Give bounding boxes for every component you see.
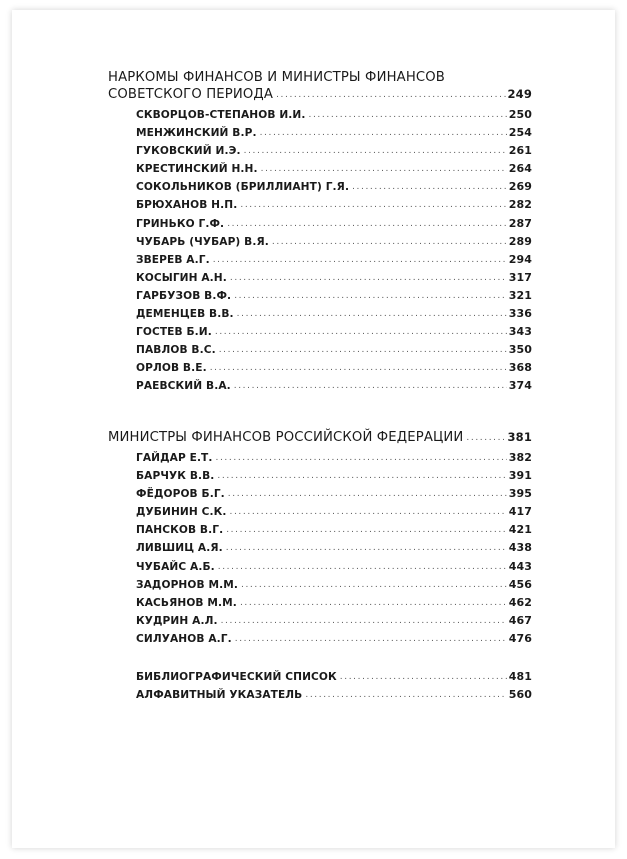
toc-entry[interactable] bbox=[108, 467, 532, 485]
entry-name: СИЛУАНОВ А.Г. bbox=[136, 632, 232, 645]
dot-leader bbox=[230, 269, 507, 287]
dot-leader bbox=[261, 160, 507, 178]
page-number: 317 bbox=[508, 270, 532, 284]
toc-entry[interactable] bbox=[108, 124, 532, 142]
entry-name: ЧУБАЙС А.Б. bbox=[136, 560, 215, 573]
page-number: 289 bbox=[508, 234, 532, 248]
page-number: 350 bbox=[508, 343, 532, 357]
page-number: 294 bbox=[508, 252, 532, 266]
entry-name: КРЕСТИНСКИЙ Н.Н. bbox=[136, 163, 258, 176]
entry-name: ДУБИНИН С.К. bbox=[136, 506, 227, 519]
page-number: 287 bbox=[508, 216, 532, 230]
entry-name: СКВОРЦОВ-СТЕПАНОВ И.И. bbox=[136, 109, 306, 121]
toc-entry[interactable] bbox=[108, 215, 532, 233]
page-number: 321 bbox=[508, 288, 532, 302]
page-number: 269 bbox=[508, 180, 532, 194]
page-number: 382 bbox=[508, 451, 532, 464]
dot-leader bbox=[210, 359, 507, 377]
page-number: 374 bbox=[508, 379, 532, 393]
dot-leader bbox=[218, 558, 507, 576]
toc-entry[interactable] bbox=[108, 287, 532, 305]
dot-leader bbox=[235, 630, 507, 648]
toc-entry[interactable] bbox=[108, 323, 532, 341]
dot-leader bbox=[241, 576, 507, 594]
toc-entry[interactable] bbox=[108, 305, 532, 323]
section-title: МИНИСТРЫ ФИНАНСОВ РОССИЙСКОЙ ФЕДЕРАЦИИ bbox=[108, 430, 464, 445]
entry-name: ПАВЛОВ В.С. bbox=[136, 344, 216, 357]
toc-entry[interactable] bbox=[108, 558, 532, 576]
dot-leader bbox=[305, 686, 506, 704]
toc-entry[interactable] bbox=[108, 449, 532, 467]
page-number: 481 bbox=[508, 670, 532, 683]
section-title-row[interactable] bbox=[108, 430, 532, 448]
dot-leader bbox=[226, 539, 507, 557]
section-title-line2: СОВЕТСКОГО ПЕРИОДА bbox=[108, 87, 274, 102]
entry-name: ЛИВШИЦ А.Я. bbox=[136, 542, 223, 555]
toc-entry[interactable] bbox=[108, 485, 532, 503]
dot-leader bbox=[466, 433, 505, 443]
page-number: 456 bbox=[508, 577, 532, 591]
entry-name: ГОСТЕВ Б.И. bbox=[136, 326, 212, 339]
dot-leader bbox=[221, 612, 507, 630]
dot-leader bbox=[272, 233, 507, 251]
entry-name: ГАЙДАР Е.Т. bbox=[136, 452, 213, 464]
page-number: 261 bbox=[508, 144, 532, 158]
dot-leader bbox=[340, 668, 507, 686]
entry-name: ГУКОВСКИЙ И.Э. bbox=[136, 145, 241, 158]
page-number: 438 bbox=[508, 541, 532, 555]
toc-entry[interactable] bbox=[108, 594, 532, 612]
section-title-line1: НАРКОМЫ ФИНАНСОВ И МИНИСТРЫ ФИНАНСОВ bbox=[108, 70, 445, 85]
dot-leader bbox=[276, 90, 505, 100]
toc-entry[interactable] bbox=[108, 251, 532, 269]
entry-name: БРЮХАНОВ Н.П. bbox=[136, 199, 238, 212]
page-number: 336 bbox=[508, 307, 532, 321]
entry-name: ГРИНЬКО Г.Ф. bbox=[136, 217, 225, 230]
page-number: 417 bbox=[508, 505, 532, 519]
dot-leader bbox=[230, 503, 507, 521]
section-title-row[interactable] bbox=[108, 87, 532, 105]
toc-entry[interactable] bbox=[108, 377, 532, 395]
page-number: 467 bbox=[508, 613, 532, 627]
toc-entry[interactable] bbox=[108, 539, 532, 557]
page-number: 254 bbox=[508, 126, 532, 140]
entries-list bbox=[108, 106, 532, 396]
entry-name: ДЕМЕНЦЕВ В.В. bbox=[136, 308, 234, 321]
toc-entry[interactable] bbox=[108, 668, 532, 686]
dot-leader bbox=[219, 341, 507, 359]
toc-entry[interactable] bbox=[108, 160, 532, 178]
dot-leader bbox=[216, 449, 507, 467]
toc-entry[interactable] bbox=[108, 269, 532, 287]
entry-name: ПАНСКОВ В.Г. bbox=[136, 524, 224, 537]
page-number: 249 bbox=[507, 87, 532, 101]
toc-entry[interactable] bbox=[108, 359, 532, 377]
entry-name: АЛФАВИТНЫЙ УКАЗАТЕЛЬ bbox=[136, 689, 303, 702]
entry-name: ГАРБУЗОВ В.Ф. bbox=[136, 289, 232, 302]
entry-name: ЧУБАРЬ (ЧУБАР) В.Я. bbox=[136, 235, 269, 248]
dot-leader bbox=[240, 594, 507, 612]
dot-leader bbox=[213, 251, 507, 269]
page-number: 282 bbox=[508, 198, 532, 212]
page-number: 343 bbox=[508, 325, 532, 339]
toc-section-soviet bbox=[108, 69, 532, 396]
page-number: 476 bbox=[508, 631, 532, 645]
entries-list bbox=[108, 449, 532, 648]
entry-name: БАРЧУК В.В. bbox=[136, 470, 215, 483]
page-number: 368 bbox=[508, 361, 532, 375]
dot-leader bbox=[227, 215, 507, 233]
page-number: 395 bbox=[508, 487, 532, 501]
entry-name: КАСЬЯНОВ М.М. bbox=[136, 596, 237, 609]
toc-entry[interactable] bbox=[108, 178, 532, 196]
toc-section-rf bbox=[108, 430, 532, 648]
toc-appendix bbox=[108, 668, 532, 704]
page-number: 250 bbox=[508, 108, 532, 121]
entry-name: ЗАДОРНОВ М.М. bbox=[136, 578, 238, 591]
entry-name: ЗВЕРЕВ А.Г. bbox=[136, 253, 210, 266]
page-number: 443 bbox=[508, 559, 532, 573]
dot-leader bbox=[309, 106, 507, 124]
toc-entry[interactable] bbox=[108, 612, 532, 630]
entry-name: МЕНЖИНСКИЙ В.Р. bbox=[136, 127, 257, 140]
dot-leader bbox=[237, 305, 507, 323]
toc-entry[interactable] bbox=[108, 142, 532, 160]
toc-entry[interactable] bbox=[108, 503, 532, 521]
toc-entry[interactable] bbox=[108, 686, 532, 704]
entry-name: КУДРИН А.Л. bbox=[136, 614, 218, 627]
toc-entry[interactable] bbox=[108, 341, 532, 359]
dot-leader bbox=[352, 178, 507, 196]
dot-leader bbox=[234, 287, 507, 305]
page-number: 391 bbox=[508, 469, 532, 483]
dot-leader bbox=[234, 377, 507, 395]
page-number: 264 bbox=[508, 162, 532, 176]
entry-name: БИБЛИОГРАФИЧЕСКИЙ СПИСОК bbox=[136, 671, 337, 683]
toc-entry[interactable] bbox=[108, 196, 532, 214]
entries-list bbox=[108, 668, 532, 704]
toc-entry[interactable] bbox=[108, 576, 532, 594]
toc-entry[interactable] bbox=[108, 233, 532, 251]
entry-name: РАЕВСКИЙ В.А. bbox=[136, 380, 231, 393]
toc-entry[interactable] bbox=[108, 106, 532, 124]
dot-leader bbox=[217, 467, 506, 485]
dot-leader bbox=[244, 142, 507, 160]
dot-leader bbox=[240, 196, 506, 214]
page-number: 560 bbox=[508, 688, 532, 702]
page-number: 381 bbox=[507, 430, 532, 444]
entry-name: ОРЛОВ В.Е. bbox=[136, 362, 207, 375]
entry-name: КОСЫГИН А.Н. bbox=[136, 271, 227, 284]
toc-entry[interactable] bbox=[108, 630, 532, 648]
entry-name: ФЁДОРОВ Б.Г. bbox=[136, 488, 225, 501]
dot-leader bbox=[260, 124, 507, 142]
entry-name: СОКОЛЬНИКОВ (БРИЛЛИАНТ) Г.Я. bbox=[136, 181, 350, 194]
dot-leader bbox=[215, 323, 507, 341]
dot-leader bbox=[228, 485, 507, 503]
page-number: 462 bbox=[508, 595, 532, 609]
dot-leader bbox=[226, 521, 507, 539]
page-number: 421 bbox=[508, 523, 532, 537]
toc-entry[interactable] bbox=[108, 521, 532, 539]
